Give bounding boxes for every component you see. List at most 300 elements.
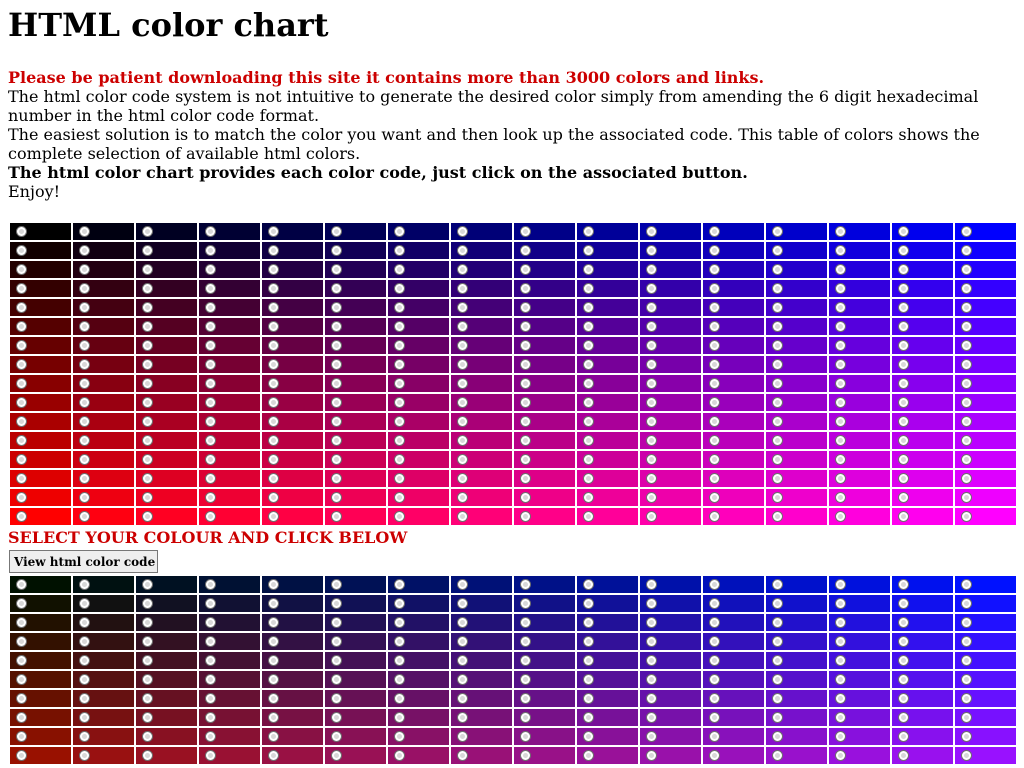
top-color-swatch[interactable] xyxy=(955,432,1016,449)
bottom-color-swatch[interactable] xyxy=(955,614,1016,631)
top-color-swatch[interactable] xyxy=(136,489,197,506)
color-radio-button[interactable] xyxy=(646,598,657,609)
color-radio-button[interactable] xyxy=(16,731,27,742)
bottom-color-swatch[interactable] xyxy=(766,671,827,688)
top-color-swatch[interactable] xyxy=(325,451,386,468)
color-radio-button[interactable] xyxy=(583,693,594,704)
color-radio-button[interactable] xyxy=(583,617,594,628)
color-radio-button[interactable] xyxy=(394,416,405,427)
color-radio-button[interactable] xyxy=(79,636,90,647)
color-radio-button[interactable] xyxy=(772,454,783,465)
top-color-swatch[interactable] xyxy=(955,470,1016,487)
top-color-swatch[interactable] xyxy=(703,299,764,316)
color-radio-button[interactable] xyxy=(835,321,846,332)
color-radio-button[interactable] xyxy=(709,731,720,742)
color-radio-button[interactable] xyxy=(772,245,783,256)
color-radio-button[interactable] xyxy=(394,473,405,484)
color-radio-button[interactable] xyxy=(898,636,909,647)
top-color-swatch[interactable] xyxy=(136,508,197,525)
bottom-color-swatch[interactable] xyxy=(262,728,323,745)
color-radio-button[interactable] xyxy=(394,454,405,465)
top-color-swatch[interactable] xyxy=(388,432,449,449)
top-color-swatch[interactable] xyxy=(325,508,386,525)
color-radio-button[interactable] xyxy=(709,579,720,590)
color-radio-button[interactable] xyxy=(520,245,531,256)
color-radio-button[interactable] xyxy=(898,617,909,628)
color-radio-button[interactable] xyxy=(646,492,657,503)
bottom-color-swatch[interactable] xyxy=(577,576,638,593)
color-radio-button[interactable] xyxy=(835,378,846,389)
bottom-color-swatch[interactable] xyxy=(577,633,638,650)
bottom-color-swatch[interactable] xyxy=(262,614,323,631)
color-radio-button[interactable] xyxy=(709,264,720,275)
color-radio-button[interactable] xyxy=(709,712,720,723)
color-radio-button[interactable] xyxy=(142,340,153,351)
color-radio-button[interactable] xyxy=(898,302,909,313)
color-radio-button[interactable] xyxy=(898,492,909,503)
color-radio-button[interactable] xyxy=(583,492,594,503)
color-radio-button[interactable] xyxy=(79,245,90,256)
color-radio-button[interactable] xyxy=(394,283,405,294)
color-radio-button[interactable] xyxy=(835,416,846,427)
color-radio-button[interactable] xyxy=(835,655,846,666)
color-radio-button[interactable] xyxy=(520,712,531,723)
color-radio-button[interactable] xyxy=(583,264,594,275)
color-radio-button[interactable] xyxy=(142,435,153,446)
top-color-swatch[interactable] xyxy=(388,451,449,468)
color-radio-button[interactable] xyxy=(79,693,90,704)
bottom-color-swatch[interactable] xyxy=(10,652,71,669)
color-radio-button[interactable] xyxy=(646,359,657,370)
top-color-swatch[interactable] xyxy=(325,432,386,449)
color-radio-button[interactable] xyxy=(709,693,720,704)
color-radio-button[interactable] xyxy=(79,435,90,446)
color-radio-button[interactable] xyxy=(520,674,531,685)
bottom-color-swatch[interactable] xyxy=(892,633,953,650)
color-radio-button[interactable] xyxy=(205,579,216,590)
color-radio-button[interactable] xyxy=(142,473,153,484)
color-radio-button[interactable] xyxy=(79,378,90,389)
color-radio-button[interactable] xyxy=(457,712,468,723)
top-color-swatch[interactable] xyxy=(703,337,764,354)
top-color-swatch[interactable] xyxy=(73,394,134,411)
color-radio-button[interactable] xyxy=(16,283,27,294)
color-radio-button[interactable] xyxy=(205,226,216,237)
top-color-swatch[interactable] xyxy=(388,413,449,430)
bottom-color-swatch[interactable] xyxy=(829,671,890,688)
color-radio-button[interactable] xyxy=(961,264,972,275)
color-radio-button[interactable] xyxy=(709,416,720,427)
top-color-swatch[interactable] xyxy=(766,299,827,316)
color-radio-button[interactable] xyxy=(16,712,27,723)
bottom-color-swatch[interactable] xyxy=(388,728,449,745)
top-color-swatch[interactable] xyxy=(388,337,449,354)
top-color-swatch[interactable] xyxy=(955,489,1016,506)
color-radio-button[interactable] xyxy=(835,492,846,503)
top-color-swatch[interactable] xyxy=(703,413,764,430)
color-radio-button[interactable] xyxy=(79,712,90,723)
color-radio-button[interactable] xyxy=(898,416,909,427)
top-color-swatch[interactable] xyxy=(577,280,638,297)
color-radio-button[interactable] xyxy=(205,636,216,647)
bottom-color-swatch[interactable] xyxy=(766,576,827,593)
color-radio-button[interactable] xyxy=(583,321,594,332)
bottom-color-swatch[interactable] xyxy=(766,633,827,650)
bottom-color-swatch[interactable] xyxy=(136,595,197,612)
bottom-color-swatch[interactable] xyxy=(199,671,260,688)
top-color-swatch[interactable] xyxy=(577,261,638,278)
color-radio-button[interactable] xyxy=(961,693,972,704)
color-radio-button[interactable] xyxy=(520,264,531,275)
top-color-swatch[interactable] xyxy=(766,356,827,373)
color-radio-button[interactable] xyxy=(583,454,594,465)
color-radio-button[interactable] xyxy=(457,750,468,761)
top-color-swatch[interactable] xyxy=(640,299,701,316)
color-radio-button[interactable] xyxy=(898,731,909,742)
bottom-color-swatch[interactable] xyxy=(136,652,197,669)
color-radio-button[interactable] xyxy=(898,712,909,723)
color-radio-button[interactable] xyxy=(583,378,594,389)
color-radio-button[interactable] xyxy=(79,617,90,628)
top-color-swatch[interactable] xyxy=(136,394,197,411)
bottom-color-swatch[interactable] xyxy=(514,614,575,631)
top-color-swatch[interactable] xyxy=(514,280,575,297)
top-color-swatch[interactable] xyxy=(10,337,71,354)
color-radio-button[interactable] xyxy=(79,598,90,609)
color-radio-button[interactable] xyxy=(268,245,279,256)
color-radio-button[interactable] xyxy=(646,473,657,484)
top-color-swatch[interactable] xyxy=(136,223,197,240)
color-radio-button[interactable] xyxy=(772,750,783,761)
bottom-color-swatch[interactable] xyxy=(703,728,764,745)
color-radio-button[interactable] xyxy=(394,712,405,723)
color-radio-button[interactable] xyxy=(205,731,216,742)
color-radio-button[interactable] xyxy=(205,511,216,522)
top-color-swatch[interactable] xyxy=(640,451,701,468)
color-radio-button[interactable] xyxy=(520,492,531,503)
color-radio-button[interactable] xyxy=(142,416,153,427)
color-radio-button[interactable] xyxy=(268,397,279,408)
color-radio-button[interactable] xyxy=(79,226,90,237)
top-color-swatch[interactable] xyxy=(10,508,71,525)
bottom-color-swatch[interactable] xyxy=(640,747,701,764)
top-color-swatch[interactable] xyxy=(703,280,764,297)
color-radio-button[interactable] xyxy=(583,579,594,590)
color-radio-button[interactable] xyxy=(646,340,657,351)
bottom-color-swatch[interactable] xyxy=(262,595,323,612)
top-color-swatch[interactable] xyxy=(829,242,890,259)
color-radio-button[interactable] xyxy=(331,283,342,294)
color-radio-button[interactable] xyxy=(835,454,846,465)
color-radio-button[interactable] xyxy=(394,302,405,313)
bottom-color-swatch[interactable] xyxy=(955,671,1016,688)
color-radio-button[interactable] xyxy=(205,435,216,446)
bottom-color-swatch[interactable] xyxy=(199,614,260,631)
bottom-color-swatch[interactable] xyxy=(451,728,512,745)
color-radio-button[interactable] xyxy=(520,636,531,647)
color-radio-button[interactable] xyxy=(772,617,783,628)
top-color-swatch[interactable] xyxy=(955,337,1016,354)
color-radio-button[interactable] xyxy=(331,416,342,427)
top-color-swatch[interactable] xyxy=(703,432,764,449)
top-color-swatch[interactable] xyxy=(892,489,953,506)
bottom-color-swatch[interactable] xyxy=(199,690,260,707)
top-color-swatch[interactable] xyxy=(892,451,953,468)
top-color-swatch[interactable] xyxy=(955,242,1016,259)
color-radio-button[interactable] xyxy=(142,674,153,685)
color-radio-button[interactable] xyxy=(16,321,27,332)
top-color-swatch[interactable] xyxy=(199,261,260,278)
top-color-swatch[interactable] xyxy=(451,337,512,354)
color-radio-button[interactable] xyxy=(709,473,720,484)
color-radio-button[interactable] xyxy=(79,655,90,666)
color-radio-button[interactable] xyxy=(16,226,27,237)
top-color-swatch[interactable] xyxy=(262,223,323,240)
color-radio-button[interactable] xyxy=(79,283,90,294)
color-radio-button[interactable] xyxy=(835,693,846,704)
color-radio-button[interactable] xyxy=(457,340,468,351)
color-radio-button[interactable] xyxy=(835,731,846,742)
top-color-swatch[interactable] xyxy=(640,508,701,525)
bottom-color-swatch[interactable] xyxy=(73,614,134,631)
color-radio-button[interactable] xyxy=(835,283,846,294)
bottom-color-swatch[interactable] xyxy=(766,728,827,745)
top-color-swatch[interactable] xyxy=(136,413,197,430)
bottom-color-swatch[interactable] xyxy=(136,633,197,650)
color-radio-button[interactable] xyxy=(961,321,972,332)
color-radio-button[interactable] xyxy=(394,693,405,704)
color-radio-button[interactable] xyxy=(394,636,405,647)
color-radio-button[interactable] xyxy=(961,598,972,609)
color-radio-button[interactable] xyxy=(331,492,342,503)
color-radio-button[interactable] xyxy=(898,693,909,704)
top-color-swatch[interactable] xyxy=(388,299,449,316)
color-radio-button[interactable] xyxy=(646,511,657,522)
top-color-swatch[interactable] xyxy=(955,508,1016,525)
color-radio-button[interactable] xyxy=(709,655,720,666)
top-color-swatch[interactable] xyxy=(703,223,764,240)
color-radio-button[interactable] xyxy=(268,378,279,389)
color-radio-button[interactable] xyxy=(331,473,342,484)
top-color-swatch[interactable] xyxy=(829,223,890,240)
color-radio-button[interactable] xyxy=(79,454,90,465)
top-color-swatch[interactable] xyxy=(73,261,134,278)
bottom-color-swatch[interactable] xyxy=(829,576,890,593)
bottom-color-swatch[interactable] xyxy=(73,595,134,612)
color-radio-button[interactable] xyxy=(16,473,27,484)
top-color-swatch[interactable] xyxy=(73,223,134,240)
color-radio-button[interactable] xyxy=(520,617,531,628)
color-radio-button[interactable] xyxy=(394,321,405,332)
top-color-swatch[interactable] xyxy=(577,413,638,430)
color-radio-button[interactable] xyxy=(268,617,279,628)
top-color-swatch[interactable] xyxy=(514,508,575,525)
bottom-color-swatch[interactable] xyxy=(955,652,1016,669)
top-color-swatch[interactable] xyxy=(514,242,575,259)
color-radio-button[interactable] xyxy=(898,226,909,237)
top-color-swatch[interactable] xyxy=(577,470,638,487)
color-radio-button[interactable] xyxy=(142,655,153,666)
color-radio-button[interactable] xyxy=(394,264,405,275)
color-radio-button[interactable] xyxy=(772,283,783,294)
color-radio-button[interactable] xyxy=(520,579,531,590)
top-color-swatch[interactable] xyxy=(262,489,323,506)
bottom-color-swatch[interactable] xyxy=(388,671,449,688)
color-radio-button[interactable] xyxy=(646,435,657,446)
color-radio-button[interactable] xyxy=(268,750,279,761)
top-color-swatch[interactable] xyxy=(514,489,575,506)
bottom-color-swatch[interactable] xyxy=(514,671,575,688)
top-color-swatch[interactable] xyxy=(766,432,827,449)
color-radio-button[interactable] xyxy=(394,359,405,370)
color-radio-button[interactable] xyxy=(583,636,594,647)
top-color-swatch[interactable] xyxy=(451,489,512,506)
color-radio-button[interactable] xyxy=(331,264,342,275)
top-color-swatch[interactable] xyxy=(262,451,323,468)
color-radio-button[interactable] xyxy=(16,359,27,370)
color-radio-button[interactable] xyxy=(79,511,90,522)
color-radio-button[interactable] xyxy=(268,283,279,294)
top-color-swatch[interactable] xyxy=(325,299,386,316)
top-color-swatch[interactable] xyxy=(199,432,260,449)
color-radio-button[interactable] xyxy=(520,378,531,389)
top-color-swatch[interactable] xyxy=(703,356,764,373)
color-radio-button[interactable] xyxy=(394,579,405,590)
top-color-swatch[interactable] xyxy=(577,432,638,449)
top-color-swatch[interactable] xyxy=(766,413,827,430)
top-color-swatch[interactable] xyxy=(577,451,638,468)
bottom-color-swatch[interactable] xyxy=(73,652,134,669)
color-radio-button[interactable] xyxy=(520,226,531,237)
color-radio-button[interactable] xyxy=(331,655,342,666)
bottom-color-swatch[interactable] xyxy=(703,595,764,612)
color-radio-button[interactable] xyxy=(772,435,783,446)
color-radio-button[interactable] xyxy=(79,473,90,484)
bottom-color-swatch[interactable] xyxy=(136,747,197,764)
color-radio-button[interactable] xyxy=(205,378,216,389)
top-color-swatch[interactable] xyxy=(640,223,701,240)
color-radio-button[interactable] xyxy=(142,264,153,275)
top-color-swatch[interactable] xyxy=(262,299,323,316)
color-radio-button[interactable] xyxy=(268,359,279,370)
top-color-swatch[interactable] xyxy=(325,318,386,335)
top-color-swatch[interactable] xyxy=(955,413,1016,430)
bottom-color-swatch[interactable] xyxy=(514,595,575,612)
color-radio-button[interactable] xyxy=(142,492,153,503)
bottom-color-swatch[interactable] xyxy=(703,747,764,764)
bottom-color-swatch[interactable] xyxy=(577,709,638,726)
top-color-swatch[interactable] xyxy=(199,280,260,297)
color-radio-button[interactable] xyxy=(268,674,279,685)
bottom-color-swatch[interactable] xyxy=(514,690,575,707)
bottom-color-swatch[interactable] xyxy=(766,709,827,726)
color-radio-button[interactable] xyxy=(268,655,279,666)
color-radio-button[interactable] xyxy=(142,579,153,590)
bottom-color-swatch[interactable] xyxy=(640,576,701,593)
color-radio-button[interactable] xyxy=(772,226,783,237)
color-radio-button[interactable] xyxy=(268,511,279,522)
color-radio-button[interactable] xyxy=(331,511,342,522)
top-color-swatch[interactable] xyxy=(451,223,512,240)
bottom-color-swatch[interactable] xyxy=(388,709,449,726)
top-color-swatch[interactable] xyxy=(955,318,1016,335)
color-radio-button[interactable] xyxy=(16,750,27,761)
top-color-swatch[interactable] xyxy=(829,451,890,468)
top-color-swatch[interactable] xyxy=(640,356,701,373)
color-radio-button[interactable] xyxy=(961,674,972,685)
top-color-swatch[interactable] xyxy=(703,451,764,468)
top-color-swatch[interactable] xyxy=(829,318,890,335)
top-color-swatch[interactable] xyxy=(325,356,386,373)
top-color-swatch[interactable] xyxy=(10,261,71,278)
bottom-color-swatch[interactable] xyxy=(451,671,512,688)
color-radio-button[interactable] xyxy=(709,435,720,446)
bottom-color-swatch[interactable] xyxy=(577,728,638,745)
bottom-color-swatch[interactable] xyxy=(829,709,890,726)
color-radio-button[interactable] xyxy=(835,511,846,522)
bottom-color-swatch[interactable] xyxy=(703,671,764,688)
bottom-color-swatch[interactable] xyxy=(451,747,512,764)
color-radio-button[interactable] xyxy=(961,435,972,446)
top-color-swatch[interactable] xyxy=(703,394,764,411)
color-radio-button[interactable] xyxy=(394,245,405,256)
color-radio-button[interactable] xyxy=(835,579,846,590)
color-radio-button[interactable] xyxy=(709,598,720,609)
color-radio-button[interactable] xyxy=(142,598,153,609)
color-radio-button[interactable] xyxy=(394,492,405,503)
color-radio-button[interactable] xyxy=(583,750,594,761)
top-color-swatch[interactable] xyxy=(136,318,197,335)
top-color-swatch[interactable] xyxy=(892,432,953,449)
color-radio-button[interactable] xyxy=(772,321,783,332)
bottom-color-swatch[interactable] xyxy=(199,728,260,745)
color-radio-button[interactable] xyxy=(898,340,909,351)
color-radio-button[interactable] xyxy=(457,321,468,332)
color-radio-button[interactable] xyxy=(457,416,468,427)
bottom-color-swatch[interactable] xyxy=(325,633,386,650)
color-radio-button[interactable] xyxy=(583,283,594,294)
top-color-swatch[interactable] xyxy=(10,413,71,430)
bottom-color-swatch[interactable] xyxy=(892,690,953,707)
top-color-swatch[interactable] xyxy=(199,375,260,392)
top-color-swatch[interactable] xyxy=(199,470,260,487)
color-radio-button[interactable] xyxy=(142,397,153,408)
color-radio-button[interactable] xyxy=(583,416,594,427)
top-color-swatch[interactable] xyxy=(199,299,260,316)
color-radio-button[interactable] xyxy=(79,492,90,503)
color-radio-button[interactable] xyxy=(646,674,657,685)
bottom-color-swatch[interactable] xyxy=(199,709,260,726)
bottom-color-swatch[interactable] xyxy=(262,633,323,650)
color-radio-button[interactable] xyxy=(520,598,531,609)
color-radio-button[interactable] xyxy=(394,226,405,237)
color-radio-button[interactable] xyxy=(709,359,720,370)
top-color-swatch[interactable] xyxy=(325,242,386,259)
top-color-swatch[interactable] xyxy=(136,280,197,297)
color-radio-button[interactable] xyxy=(142,245,153,256)
top-color-swatch[interactable] xyxy=(388,242,449,259)
color-radio-button[interactable] xyxy=(16,511,27,522)
color-radio-button[interactable] xyxy=(205,359,216,370)
top-color-swatch[interactable] xyxy=(451,432,512,449)
color-radio-button[interactable] xyxy=(520,397,531,408)
bottom-color-swatch[interactable] xyxy=(829,595,890,612)
bottom-color-swatch[interactable] xyxy=(262,576,323,593)
bottom-color-swatch[interactable] xyxy=(199,595,260,612)
bottom-color-swatch[interactable] xyxy=(703,690,764,707)
color-radio-button[interactable] xyxy=(268,598,279,609)
color-radio-button[interactable] xyxy=(394,674,405,685)
